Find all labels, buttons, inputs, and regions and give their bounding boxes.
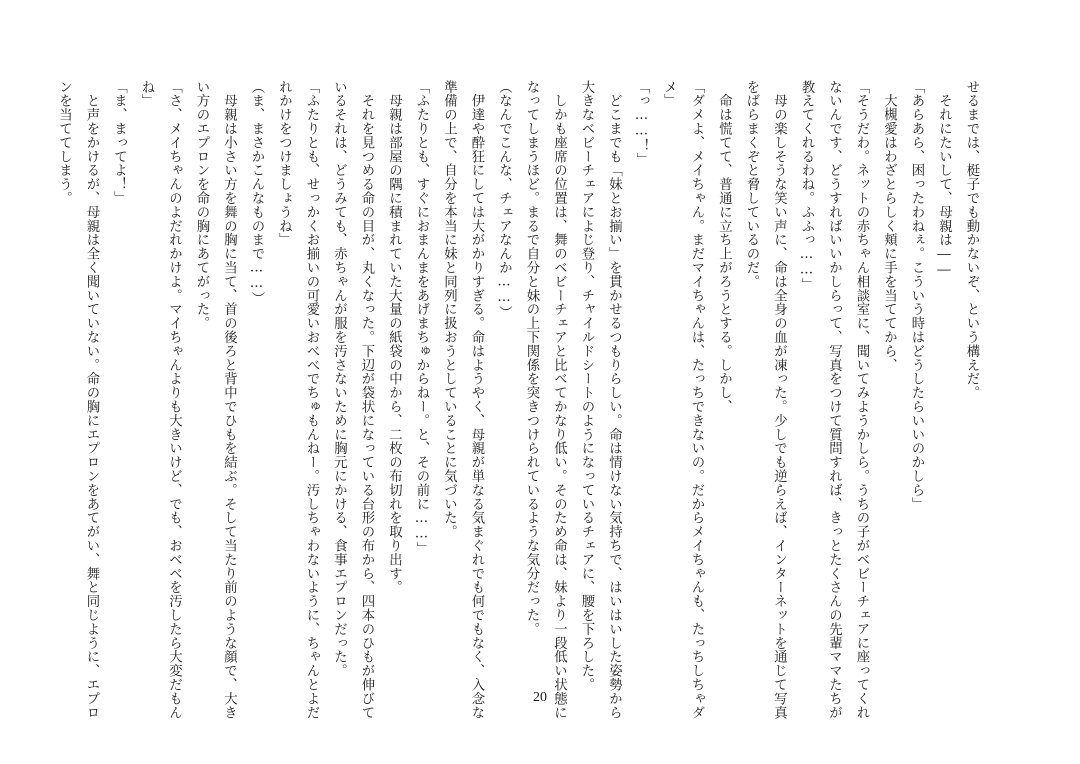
text-line: 母の楽しそうな笑い声に、命は全身の血が凍った。少しでも逆らえば、インターネットを通じて写真	[771, 80, 787, 720]
text-line: 母親は小さい方を舞の胸に当て、首の後ろと背中でひもを結ぶ。そして当たり前のような顔で、大き	[221, 80, 237, 720]
text-line: どこまでも「妹とお揃い」を貫かせるつもりらしい。命は情けない気持ちで、はいはいした姿勢から	[606, 80, 622, 720]
text-line: 「っ……！」	[634, 80, 649, 167]
text-line: 「ダメよ、メイちゃん。まだマイちゃんは、たっちできないの。だからメイちゃんも、たっちしちゃダ	[689, 80, 704, 720]
text-line: 命は慌てて、普通に立ち上がろうとする。しかし、	[716, 80, 732, 414]
text-line: しかも座席の位置は、舞のベビーチェアと比べてかなり低い。そのため命は、妹より一段低い状態に	[551, 80, 567, 720]
text-line: せるまでは、梃子でも動かないぞ、という構えだ。	[964, 80, 979, 400]
text-line: 大きなベビーチェアによじ登り、チャイルドシートのようになっているチェアに、腰を下ろした。	[579, 80, 594, 692]
text-line: れかけをつけましょうね」	[276, 80, 292, 247]
text-line: （なんでこんな、チェアなんか……）	[496, 80, 512, 320]
text-line: 「ま、まってよ！」	[111, 80, 127, 206]
page-number: 20	[533, 690, 547, 705]
text-line: 準備の上で、自分を本当に妹と同列に扱おうとしていることに気づいた。	[441, 80, 457, 539]
text-line: 「あらあら、困ったわねぇ。こういう時はどうしたらいいのかしら」	[909, 80, 924, 511]
text-line: （ま、まさかこんなものまで……）	[249, 80, 264, 306]
text-line: メ」	[661, 80, 677, 108]
text-line: をばらまくぞと脅しているのだ。	[744, 80, 759, 289]
text-line: と声をかけるが、母親は全く聞いていない。命の胸にエプロンをあてがい、舞と同じように、エプロ	[84, 80, 99, 720]
text-line: なってしまうほど。まるで自分と妹の上下関係を突きつけられているような気分だった。	[524, 80, 539, 636]
text-line: 「そうだわ。ネットの赤ちゃん相談室に、聞いてみようかしら。うちの子がベビーチェアに座ってくれ	[854, 80, 869, 720]
text-line: い方のエプロンを命の胸にあてがった。	[194, 80, 209, 331]
text-line: ンを当ててしまう。	[56, 80, 72, 206]
text-line: 「ふたりとも、せっかくお揃いの可愛いおべべでちゅもんねー。汚しちゃわないように、ちゃんとよだ	[304, 80, 319, 720]
text-line: いるそれは、どうみても、赤ちゃんが服を汚さないために胸元にかける、食事エプロンだった。	[331, 80, 347, 678]
text-line: それを見つめる命の目が、丸くなった。下辺が袋状になっている台形の布から、四本のひもが伸びて	[359, 80, 374, 720]
text-line: ね」	[139, 80, 154, 108]
text-line: ないんです、どうすればいいかしらって、写真をつけて質問すれば、きっとたくさんの先輩ママたちが	[826, 80, 842, 720]
text-line: それにたいして、母親は――	[936, 80, 952, 278]
text-line: 母親は部屋の隅に積まれていた大量の紙袋の中から、二枚の布切れを取り出す。	[386, 80, 402, 595]
text-line: 「さ、メイちゃんのよだれかけよ。マイちゃんよりも大きいけど、でも、おべべを汚したら大変だもん	[166, 80, 182, 720]
text-line: 伊達や酔狂にしては大がかりすぎる。命はようやく、母親が単なる気まぐれでも何でもなく、入念な	[469, 80, 484, 720]
text-line: 大槻愛はわざとらしく頬に手を当ててから、	[881, 80, 897, 372]
text-line: 「ふたりとも、すぐにおまんまをあげまちゅからねー。と、その前に……」	[414, 80, 429, 556]
text-line: 教えてくれるわね。ふふっ……」	[799, 80, 814, 292]
